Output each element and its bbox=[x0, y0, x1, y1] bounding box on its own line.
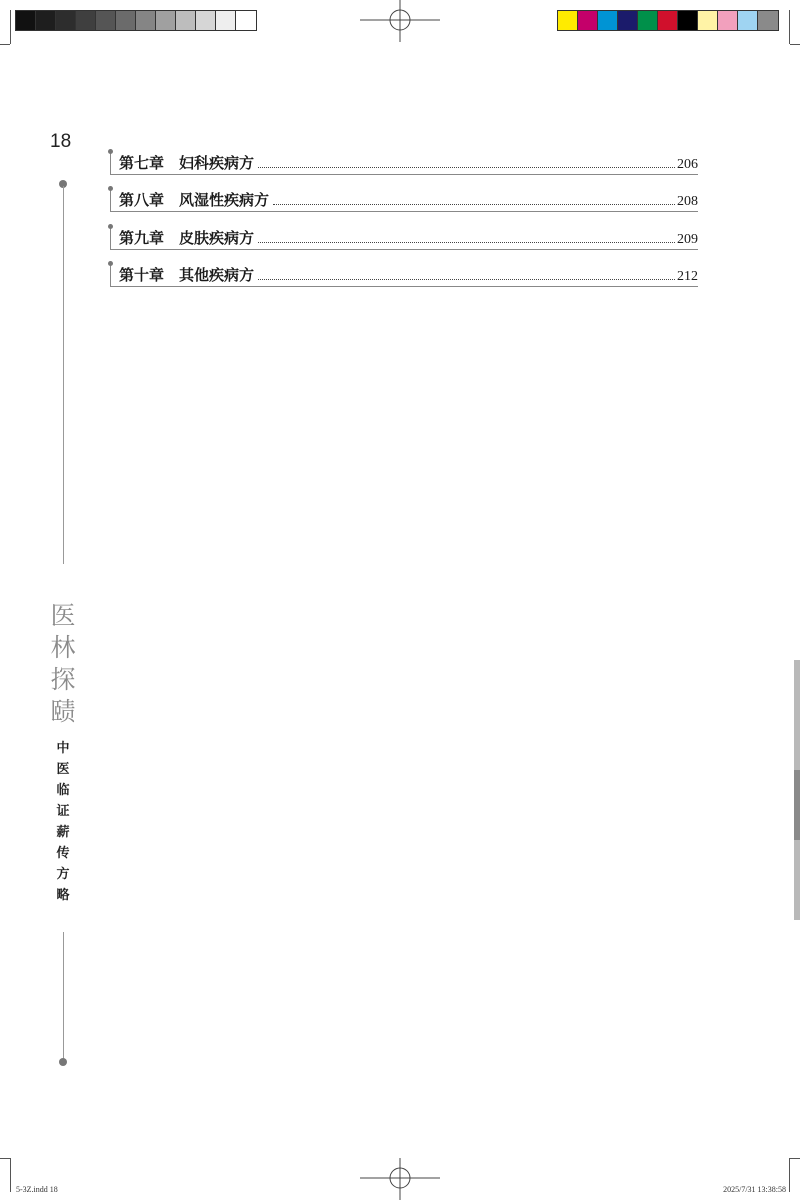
toc-page: 206 bbox=[677, 157, 698, 172]
toc-entry-ch8[interactable] bbox=[108, 187, 698, 217]
side-rule-top bbox=[63, 186, 64, 564]
color-swatch bbox=[718, 11, 738, 30]
color-swatch bbox=[236, 11, 256, 30]
registration-mark-top bbox=[360, 0, 440, 42]
toc-leader bbox=[258, 279, 675, 280]
series-title: 医 林 探 赜 bbox=[50, 601, 76, 726]
color-swatch bbox=[678, 11, 698, 30]
slug-datetime: 2025/7/31 13:38:58 bbox=[723, 1185, 786, 1194]
color-swatch bbox=[56, 11, 76, 30]
toc-leader bbox=[273, 204, 675, 205]
toc-chapter: 第九章 bbox=[119, 229, 165, 247]
toc-rule bbox=[110, 174, 698, 175]
toc-dot bbox=[108, 186, 113, 191]
toc-dot bbox=[108, 261, 113, 266]
toc-rule bbox=[110, 286, 698, 287]
color-swatch bbox=[116, 11, 136, 30]
color-swatch bbox=[598, 11, 618, 30]
crop-mark bbox=[790, 44, 800, 45]
toc-leader bbox=[258, 242, 675, 243]
toc-entry-ch7[interactable] bbox=[108, 150, 698, 180]
color-swatch bbox=[738, 11, 758, 30]
color-swatch bbox=[96, 11, 116, 30]
color-swatch bbox=[698, 11, 718, 30]
crop-mark bbox=[790, 1158, 800, 1159]
color-swatch bbox=[16, 11, 36, 30]
toc-entry-ch9[interactable] bbox=[108, 225, 698, 255]
color-swatch bbox=[216, 11, 236, 30]
ornament-dot-bottom bbox=[59, 1058, 67, 1066]
crop-mark bbox=[10, 1158, 11, 1192]
color-swatch bbox=[156, 11, 176, 30]
page-number: 18 bbox=[50, 131, 72, 152]
toc-chapter: 第七章 bbox=[119, 154, 165, 172]
slug-file: 5-3Z.indd 18 bbox=[16, 1185, 58, 1194]
color-swatch bbox=[618, 11, 638, 30]
crop-mark bbox=[0, 1158, 10, 1159]
crop-mark bbox=[10, 10, 11, 44]
toc-title: 风湿性疾病方 bbox=[179, 191, 270, 209]
toc-title: 妇科疾病方 bbox=[179, 154, 255, 172]
color-bar bbox=[557, 10, 779, 31]
crop-mark bbox=[0, 44, 10, 45]
grayscale-bar bbox=[15, 10, 257, 31]
toc-title: 皮肤疾病方 bbox=[179, 229, 255, 247]
color-swatch bbox=[176, 11, 196, 30]
color-swatch bbox=[658, 11, 678, 30]
color-swatch bbox=[638, 11, 658, 30]
crop-mark bbox=[789, 1158, 790, 1192]
toc-rule bbox=[110, 249, 698, 250]
toc-leader bbox=[258, 167, 675, 168]
edge-tab-dark bbox=[794, 770, 800, 840]
color-swatch bbox=[76, 11, 96, 30]
color-swatch bbox=[758, 11, 778, 30]
toc-dot bbox=[108, 149, 113, 154]
toc-entry-ch10[interactable] bbox=[108, 262, 698, 292]
toc-chapter: 第八章 bbox=[119, 191, 165, 209]
crop-mark bbox=[789, 10, 790, 44]
color-swatch bbox=[578, 11, 598, 30]
toc-rule bbox=[110, 211, 698, 212]
color-swatch bbox=[196, 11, 216, 30]
toc-page: 209 bbox=[677, 232, 698, 247]
registration-mark-bottom bbox=[360, 1158, 440, 1200]
book-subtitle: 中 医 临 证 薪 传 方 略 bbox=[56, 741, 70, 903]
color-swatch bbox=[558, 11, 578, 30]
toc-chapter: 第十章 bbox=[119, 266, 165, 284]
toc-page: 208 bbox=[677, 194, 698, 209]
toc-page: 212 bbox=[677, 269, 698, 284]
color-swatch bbox=[136, 11, 156, 30]
side-rule-bottom bbox=[63, 932, 64, 1060]
color-swatch bbox=[36, 11, 56, 30]
toc-title: 其他疾病方 bbox=[179, 266, 255, 284]
toc-dot bbox=[108, 224, 113, 229]
